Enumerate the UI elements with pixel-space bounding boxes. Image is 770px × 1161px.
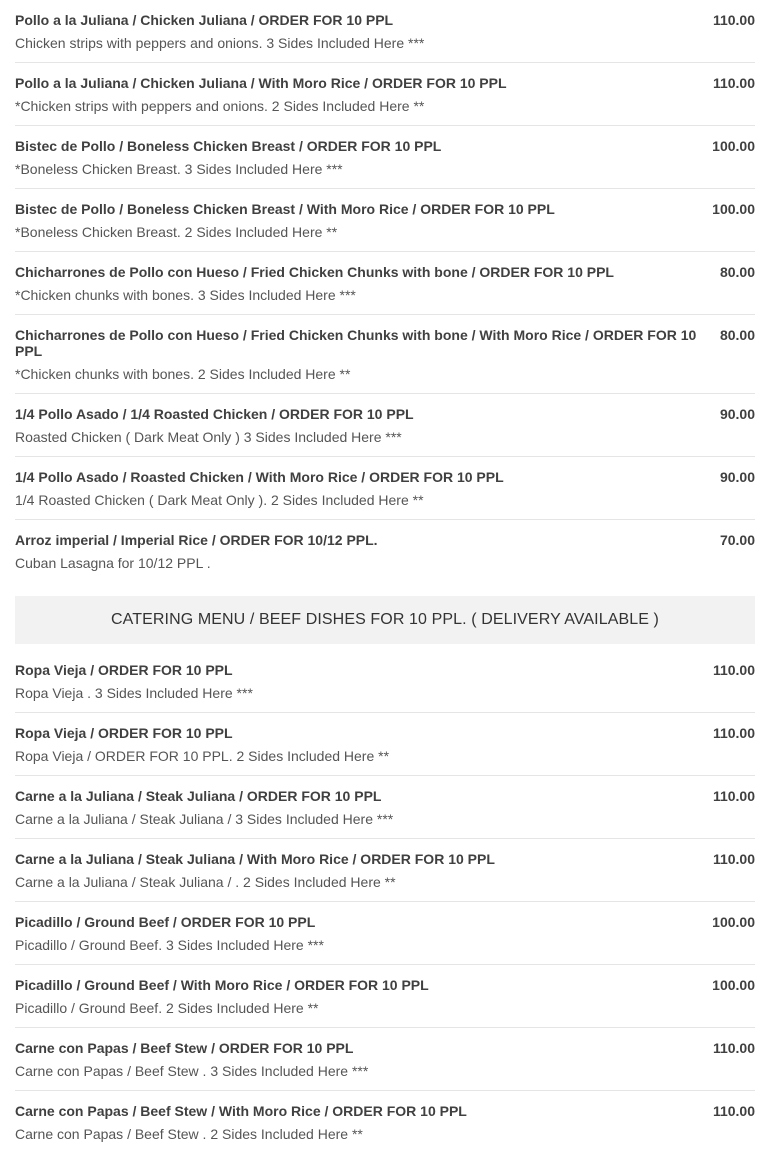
menu-item-description: Carne a la Juliana / Steak Juliana / . 2 Sides Included Here ** bbox=[15, 874, 396, 890]
menu-item-name: Pollo a la Juliana / Chicken Juliana / ORDER FOR 10 PPL bbox=[15, 12, 394, 28]
menu-item-description: *Chicken strips with peppers and onions. 2 Sides Included Here ** bbox=[15, 98, 425, 114]
menu-item-description: Ropa Vieja . 3 Sides Included Here *** bbox=[15, 685, 253, 701]
menu-item-row bbox=[15, 469, 755, 485]
menu-item-price: 110.00 bbox=[712, 1103, 755, 1119]
menu-item-price: 100.00 bbox=[712, 138, 755, 154]
menu-item-name: Ropa Vieja / ORDER FOR 10 PPL bbox=[15, 725, 233, 741]
menu-item[interactable] bbox=[15, 713, 755, 776]
menu-item[interactable] bbox=[15, 457, 755, 520]
menu-item-price: 110.00 bbox=[712, 725, 755, 741]
menu-item-row bbox=[15, 788, 755, 804]
menu-item-price: 110.00 bbox=[712, 1040, 755, 1056]
menu-item-price: 100.00 bbox=[712, 914, 755, 930]
menu-item-row bbox=[15, 1040, 755, 1056]
menu-item-price: 110.00 bbox=[712, 75, 755, 91]
menu-item-name: Chicharrones de Pollo con Hueso / Fried Chicken Chunks with bone / ORDER FOR 10 PPL bbox=[15, 264, 614, 280]
menu-item-row bbox=[15, 662, 755, 678]
menu-item-description: *Chicken chunks with bones. 2 Sides Included Here ** bbox=[15, 366, 351, 382]
menu-item-row bbox=[15, 12, 755, 28]
menu-item-description: *Boneless Chicken Breast. 3 Sides Included Here *** bbox=[15, 161, 343, 177]
menu-item-name: Arroz imperial / Imperial Rice / ORDER FOR 10/12 PPL. bbox=[15, 532, 378, 548]
menu-item-name: 1/4 Pollo Asado / 1/4 Roasted Chicken / ORDER FOR 10 PPL bbox=[15, 406, 414, 422]
menu-item[interactable] bbox=[15, 394, 755, 457]
menu-item-name: Bistec de Pollo / Boneless Chicken Breast / With Moro Rice / ORDER FOR 10 PPL bbox=[15, 201, 555, 217]
menu-item-price: 110.00 bbox=[712, 788, 755, 804]
menu-item-name: Pollo a la Juliana / Chicken Juliana / With Moro Rice / ORDER FOR 10 PPL bbox=[15, 75, 507, 91]
menu-item[interactable] bbox=[15, 902, 755, 965]
menu-item-price: 110.00 bbox=[712, 12, 755, 28]
menu-item-price: 80.00 bbox=[719, 327, 755, 343]
menu-item-name: Bistec de Pollo / Boneless Chicken Breast / ORDER FOR 10 PPL bbox=[15, 138, 442, 154]
menu-item-row bbox=[15, 406, 755, 422]
menu-item-row bbox=[15, 725, 755, 741]
menu-item-price: 100.00 bbox=[712, 977, 755, 993]
menu-item[interactable] bbox=[15, 776, 755, 839]
menu-item-name: Picadillo / Ground Beef / ORDER FOR 10 PPL bbox=[15, 914, 316, 930]
menu-item-row bbox=[15, 851, 755, 867]
menu-item-row bbox=[15, 532, 755, 548]
menu-item-description: Carne con Papas / Beef Stew . 2 Sides Included Here ** bbox=[15, 1126, 363, 1142]
menu-item[interactable] bbox=[15, 839, 755, 902]
menu-item-row bbox=[15, 75, 755, 91]
menu-item-description: 1/4 Roasted Chicken ( Dark Meat Only ). 2 Sides Included Here ** bbox=[15, 492, 424, 508]
menu-item-description: Roasted Chicken ( Dark Meat Only ) 3 Sides Included Here *** bbox=[15, 429, 402, 445]
menu-item-name: Picadillo / Ground Beef / With Moro Rice / ORDER FOR 10 PPL bbox=[15, 977, 429, 993]
menu-item[interactable] bbox=[15, 650, 755, 713]
menu-item-price: 100.00 bbox=[712, 201, 755, 217]
menu-item-price: 80.00 bbox=[719, 264, 755, 280]
menu-item-price: 70.00 bbox=[719, 532, 755, 548]
menu-item-name: Ropa Vieja / ORDER FOR 10 PPL bbox=[15, 662, 233, 678]
menu-item[interactable] bbox=[15, 1091, 755, 1153]
menu-item-row bbox=[15, 977, 755, 993]
menu-item[interactable] bbox=[15, 520, 755, 582]
menu-item[interactable] bbox=[15, 315, 755, 394]
menu-item-price: 90.00 bbox=[719, 406, 755, 422]
menu-item-name: Carne con Papas / Beef Stew / ORDER FOR 10 PPL bbox=[15, 1040, 354, 1056]
menu-item-row bbox=[15, 1103, 755, 1119]
menu-item[interactable] bbox=[15, 1028, 755, 1091]
menu-item-name: Carne a la Juliana / Steak Juliana / ORDER FOR 10 PPL bbox=[15, 788, 382, 804]
menu-item-name: 1/4 Pollo Asado / Roasted Chicken / With Moro Rice / ORDER FOR 10 PPL bbox=[15, 469, 504, 485]
menu-item-row bbox=[15, 327, 755, 359]
menu-item[interactable] bbox=[15, 965, 755, 1028]
menu-item-row bbox=[15, 914, 755, 930]
menu-item-description: Chicken strips with peppers and onions. 3 Sides Included Here *** bbox=[15, 35, 425, 51]
beef-section-header: CATERING MENU / BEEF DISHES FOR 10 PPL. ( DELIVERY AVAILABLE ) bbox=[15, 596, 755, 644]
menu-item-price: 110.00 bbox=[712, 851, 755, 867]
menu-item-row bbox=[15, 201, 755, 217]
chicken-items-list bbox=[15, 0, 755, 582]
menu-item-price: 110.00 bbox=[712, 662, 755, 678]
menu-item-description: Cuban Lasagna for 10/12 PPL . bbox=[15, 555, 211, 571]
menu-item-description: *Boneless Chicken Breast. 2 Sides Included Here ** bbox=[15, 224, 338, 240]
menu-item-description: Picadillo / Ground Beef. 3 Sides Included Here *** bbox=[15, 937, 324, 953]
menu-item[interactable] bbox=[15, 252, 755, 315]
menu-item-row bbox=[15, 138, 755, 154]
menu-item-description: Picadillo / Ground Beef. 2 Sides Included Here ** bbox=[15, 1000, 319, 1016]
menu-item-description: Carne a la Juliana / Steak Juliana / 3 Sides Included Here *** bbox=[15, 811, 394, 827]
menu-item[interactable] bbox=[15, 0, 755, 63]
menu-item-row bbox=[15, 264, 755, 280]
beef-items-list bbox=[15, 650, 755, 1153]
menu-item-name: Chicharrones de Pollo con Hueso / Fried Chicken Chunks with bone / With Moro Rice / ORDER FOR 10 PPL bbox=[15, 327, 697, 359]
menu-item[interactable] bbox=[15, 63, 755, 126]
menu-item-name: Carne a la Juliana / Steak Juliana / With Moro Rice / ORDER FOR 10 PPL bbox=[15, 851, 495, 867]
menu-item-description: Carne con Papas / Beef Stew . 3 Sides Included Here *** bbox=[15, 1063, 369, 1079]
menu-item[interactable] bbox=[15, 126, 755, 189]
menu-item-description: Ropa Vieja / ORDER FOR 10 PPL. 2 Sides Included Here ** bbox=[15, 748, 390, 764]
menu-item-description: *Chicken chunks with bones. 3 Sides Included Here *** bbox=[15, 287, 356, 303]
menu-item[interactable] bbox=[15, 189, 755, 252]
menu-item-price: 90.00 bbox=[719, 469, 755, 485]
menu-item-name: Carne con Papas / Beef Stew / With Moro Rice / ORDER FOR 10 PPL bbox=[15, 1103, 467, 1119]
